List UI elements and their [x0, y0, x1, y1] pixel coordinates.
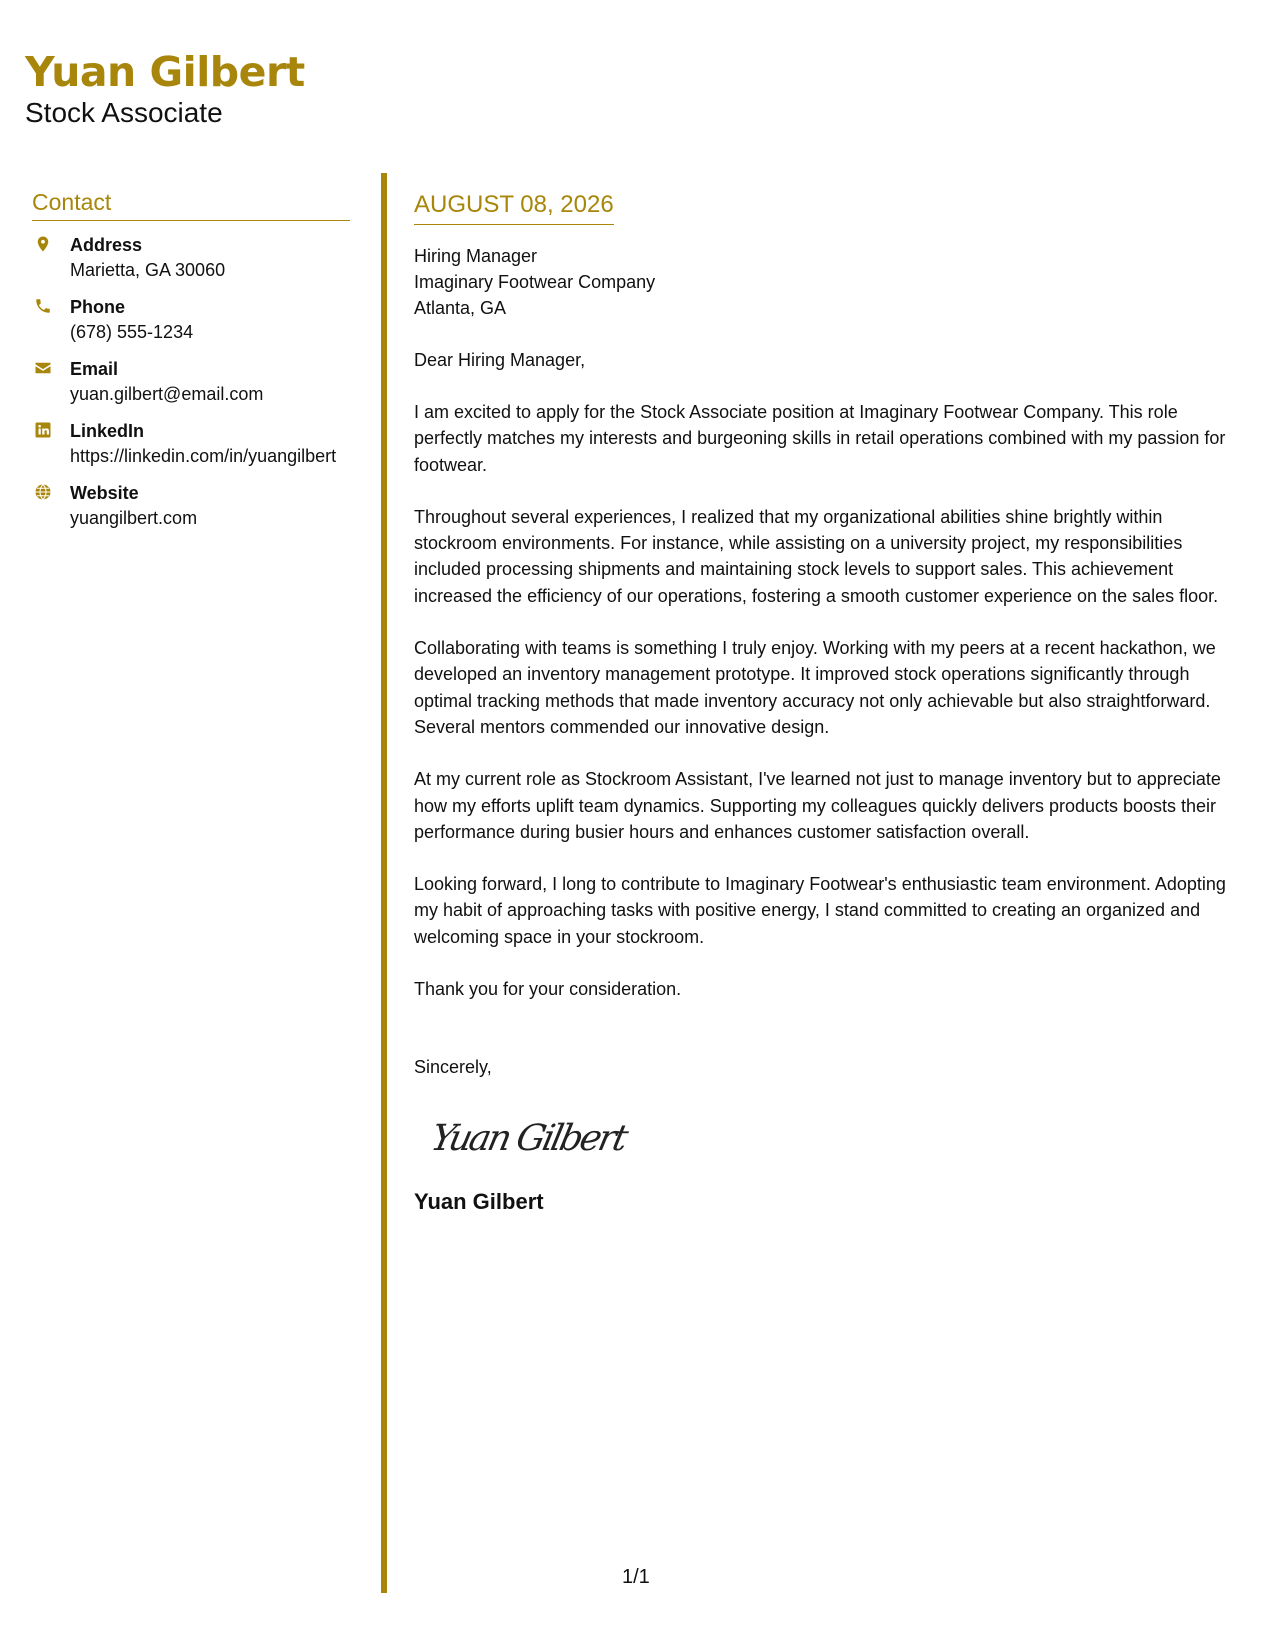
contact-label-email: Email — [70, 359, 119, 379]
recipient-line: Atlanta, GA — [414, 298, 507, 318]
globe-icon — [34, 483, 52, 501]
envelope-icon — [34, 359, 52, 377]
contact-sidebar — [32, 188, 350, 543]
letter-paragraph: At my current role as Stockroom Assistant, I've learned not just to manage inventory but to appreciate how my efforts uplift team dynamics. Supporting my colleagues quickly delivers products boosts their performance during busier hours and enhances customer satisfaction overall. — [414, 769, 1221, 842]
resume-header — [25, 48, 305, 130]
map-pin-icon — [34, 235, 52, 253]
phone-icon — [34, 297, 52, 315]
letter-body — [414, 190, 1250, 1216]
contact-label-linkedin: LinkedIn — [70, 421, 145, 441]
contact-value-email[interactable]: yuan.gilbert@email.com — [70, 384, 264, 404]
letter-paragraph: I am excited to apply for the Stock Associate position at Imaginary Footwear Company. This role perfectly matches my interests and burgeoning skills in retail operations combined with my passion for footwear. — [414, 402, 1226, 475]
letter-date: AUGUST 08, 2026 — [414, 190, 614, 225]
contact-label-phone: Phone — [70, 297, 126, 317]
svg-text:Yuan Gilbert: Yuan Gilbert — [427, 1116, 633, 1160]
closing: Sincerely, — [414, 1057, 492, 1078]
job-title: Stock Associate — [25, 97, 223, 128]
vertical-divider — [381, 173, 387, 1593]
contact-item-phone — [32, 295, 350, 345]
recipient-line: Imaginary Footwear Company — [414, 272, 656, 292]
contact-item-website — [32, 481, 350, 531]
handwritten-signature — [427, 1108, 1250, 1166]
contact-item-address — [32, 233, 350, 283]
contact-value-linkedin[interactable]: https://linkedin.com/in/yuangilbert — [70, 446, 337, 466]
recipient-block — [414, 243, 1250, 321]
signed-name: Yuan Gilbert — [414, 1189, 544, 1215]
applicant-name: Yuan Gilbert — [25, 48, 305, 96]
letter-paragraph: Throughout several experiences, I realized that my organizational abilities shine brightly within stockroom environments. For instance, while assisting on a university project, my responsibilities included processing shipments and maintaining stock levels to support sales. This achievement increased the efficiency of our operations, fostering a smooth customer experience on the sales floor. — [414, 506, 1219, 606]
letter-paragraph: Looking forward, I long to contribute to Imaginary Footwear's enthusiastic team environment. Adopting my habit of approaching tasks with positive energy, I stand committed to creating an organized and welcoming space in your stockroom. — [414, 874, 1226, 947]
letter-paragraph: Collaborating with teams is something I truly enjoy. Working with my peers at a recent hackathon, we developed an inventory management prototype. It improved stock operations significantly through optimal tracking methods that made inventory accuracy not only achievable but also straightforward. Several mentors commended our innovative design. — [414, 638, 1216, 737]
contact-item-email — [32, 357, 350, 407]
linkedin-icon — [34, 421, 52, 439]
recipient-line: Hiring Manager — [414, 246, 538, 266]
contact-value-address: Marietta, GA 30060 — [70, 260, 226, 280]
contact-item-linkedin — [32, 419, 350, 469]
signature-graphic — [427, 1108, 656, 1166]
page-number: 1/1 — [622, 1566, 650, 1588]
contact-heading: Contact — [32, 188, 350, 221]
contact-list — [32, 233, 350, 531]
contact-value-website[interactable]: yuangilbert.com — [70, 508, 198, 528]
contact-value-phone: (678) 555-1234 — [70, 322, 194, 342]
salutation: Dear Hiring Manager, — [414, 350, 586, 370]
contact-label-website: Website — [70, 483, 139, 503]
contact-label-address: Address — [70, 235, 143, 255]
letter-paragraph: Thank you for your consideration. — [414, 979, 682, 1000]
